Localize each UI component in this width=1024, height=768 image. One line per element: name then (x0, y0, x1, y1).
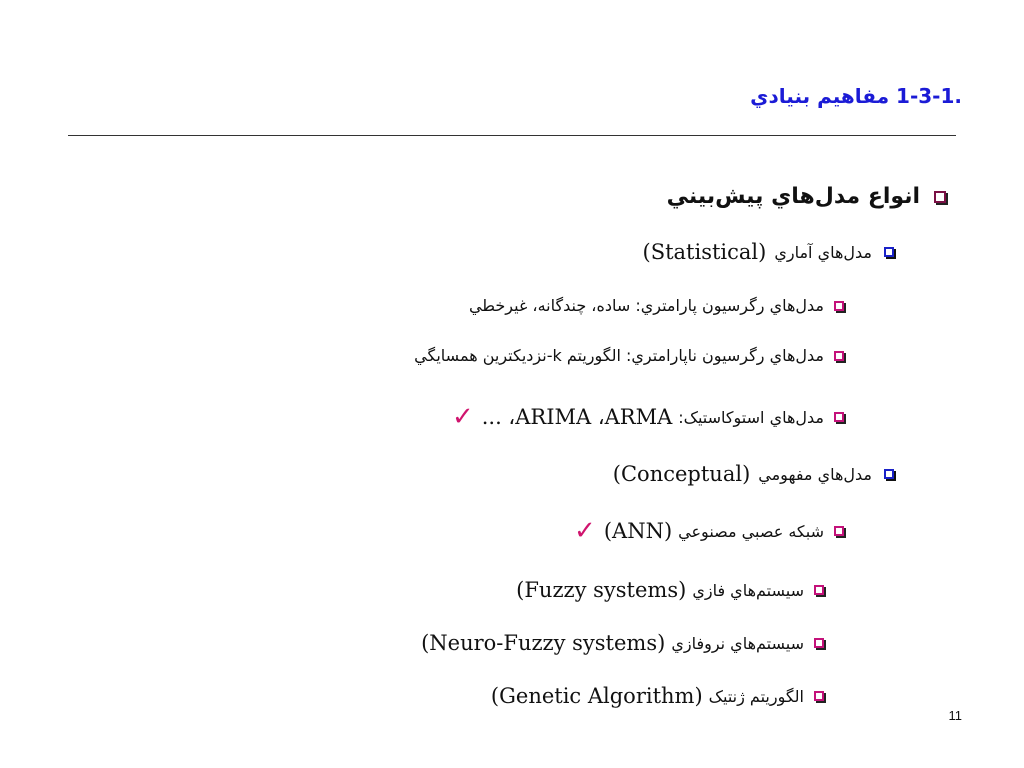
list-item-latin: (Genetic Algorithm) (490, 684, 703, 708)
square-bullet-icon (834, 351, 844, 361)
list-item (421, 631, 824, 655)
title-divider (68, 135, 956, 136)
square-bullet-icon (884, 469, 894, 479)
square-bullet-icon (934, 191, 946, 203)
list-item-latin: (Neuro-Fuzzy systems) (421, 631, 666, 655)
page-number: 11 (948, 708, 962, 723)
statistical-latin: (Statistical) (642, 240, 767, 264)
bullet-conceptual (613, 462, 894, 486)
list-item-latin: ARIMA ،ARMA، ... (481, 405, 673, 429)
square-bullet-icon (834, 526, 844, 536)
list-item-latin: (ANN) (603, 519, 673, 543)
square-bullet-icon (814, 691, 824, 701)
list-item-text: مدل‌هاي رگرسيون پارامتري: ساده، چندگانه، غيرخطي (468, 296, 824, 315)
list-item-text: سيستم‌هاي فازي (692, 580, 804, 600)
statistical-label: مدل‌هاي آماري (774, 242, 872, 262)
heading-text: انواع مدل‌هاي پيش‌بيني (666, 184, 920, 209)
list-item-text: سيستم‌هاي نروفازي (671, 633, 804, 653)
list-item (414, 346, 844, 365)
list-item (469, 296, 844, 315)
list-item (452, 404, 844, 430)
list-item (574, 518, 844, 544)
conceptual-latin: (Conceptual) (612, 462, 751, 486)
list-item (491, 684, 824, 708)
checkmark-icon: ✓ (451, 402, 474, 432)
bullet-heading (667, 184, 946, 209)
slide-title (750, 84, 962, 108)
checkmark-icon: ✓ (574, 516, 596, 546)
square-bullet-icon (834, 412, 844, 422)
list-item-text: مدل‌هاي استوکاستيک: (678, 407, 824, 427)
title-number: 1-3-1. (896, 84, 962, 108)
square-bullet-icon (884, 247, 894, 257)
list-item-text: الگوريتم ژنتيک (708, 686, 804, 706)
square-bullet-icon (834, 301, 844, 311)
square-bullet-icon (814, 638, 824, 648)
list-item-text: مدل‌هاي رگرسيون ناپارامتري: الگوريتم k-نزديکترين همسايگي (414, 346, 824, 365)
list-item-text: شبکه عصبي مصنوعي (678, 521, 824, 541)
conceptual-label: مدل‌هاي مفهومي (758, 464, 872, 484)
title-text: مفاهيم بنيادي (750, 84, 890, 108)
list-item (516, 578, 824, 602)
square-bullet-icon (814, 585, 824, 595)
list-item-latin: (Fuzzy systems) (516, 578, 687, 602)
bullet-statistical (643, 240, 895, 264)
